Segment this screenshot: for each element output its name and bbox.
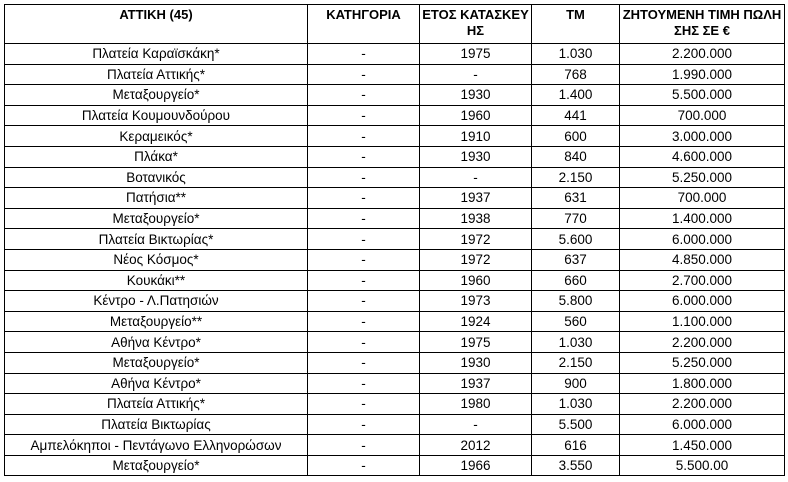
- cell-location: Πλατεία Καραϊσκάκη*: [5, 44, 308, 65]
- cell-location: Κουκάκι**: [5, 270, 308, 291]
- cell-price: 5.500.000: [620, 85, 785, 106]
- cell-location: Κεραμεικός*: [5, 126, 308, 147]
- cell-year: 1972: [420, 249, 532, 270]
- cell-location: Αθήνα Κέντρο*: [5, 332, 308, 353]
- table-row: [5, 435, 785, 456]
- table-row: [5, 105, 785, 126]
- cell-location: Κέντρο - Λ.Πατησιών: [5, 291, 308, 312]
- cell-year: 1938: [420, 208, 532, 229]
- cell-sqm: 1.030: [532, 332, 620, 353]
- table-row: [5, 455, 785, 476]
- cell-sqm: 3.550: [532, 455, 620, 476]
- cell-price: 700.000: [620, 188, 785, 209]
- cell-category: -: [308, 229, 420, 250]
- cell-category: -: [308, 270, 420, 291]
- cell-category: -: [308, 188, 420, 209]
- cell-price: 2.200.000: [620, 332, 785, 353]
- cell-location: Μεταξουργείο*: [5, 455, 308, 476]
- cell-year: -: [420, 64, 532, 85]
- cell-price: 5.500.00: [620, 455, 785, 476]
- cell-year: 1937: [420, 373, 532, 394]
- table-row: [5, 146, 785, 167]
- header-square-meters: ΤΜ: [532, 5, 620, 44]
- cell-year: -: [420, 414, 532, 435]
- cell-price: 2.700.000: [620, 270, 785, 291]
- table-row: [5, 167, 785, 188]
- table-row: [5, 208, 785, 229]
- cell-location: Αμπελόκηποι - Πεντάγωνο Ελληνορώσων: [5, 435, 308, 456]
- cell-location: Πλατεία Βικτωρίας: [5, 414, 308, 435]
- cell-sqm: 616: [532, 435, 620, 456]
- cell-location: Μεταξουργείο*: [5, 85, 308, 106]
- cell-price: 1.450.000: [620, 435, 785, 456]
- cell-sqm: 840: [532, 146, 620, 167]
- cell-location: Νέος Κόσμος*: [5, 249, 308, 270]
- cell-sqm: 768: [532, 64, 620, 85]
- cell-location: Αθήνα Κέντρο*: [5, 373, 308, 394]
- cell-location: Πλάκα*: [5, 146, 308, 167]
- cell-category: -: [308, 146, 420, 167]
- cell-year: 1930: [420, 85, 532, 106]
- header-asking-price: ΖΗΤΟΥΜΕΝΗ ΤΙΜΗ ΠΩΛΗΣΗΣ ΣΕ €: [620, 5, 785, 44]
- cell-category: -: [308, 332, 420, 353]
- cell-category: -: [308, 414, 420, 435]
- header-region: ΑΤΤΙΚΗ (45): [5, 5, 308, 44]
- cell-year: 2012: [420, 435, 532, 456]
- cell-price: 1.400.000: [620, 208, 785, 229]
- table-row: [5, 249, 785, 270]
- table-row: [5, 126, 785, 147]
- cell-location: Πλατεία Κουμουνδούρου: [5, 105, 308, 126]
- cell-year: 1930: [420, 146, 532, 167]
- cell-year: 1924: [420, 311, 532, 332]
- table-row: [5, 414, 785, 435]
- cell-price: 6.000.000: [620, 291, 785, 312]
- cell-price: 700.000: [620, 105, 785, 126]
- cell-price: 1.800.000: [620, 373, 785, 394]
- cell-sqm: 5.600: [532, 229, 620, 250]
- cell-price: 4.850.000: [620, 249, 785, 270]
- cell-location: Πλατεία Αττικής*: [5, 64, 308, 85]
- property-table: [4, 4, 785, 476]
- cell-year: 1937: [420, 188, 532, 209]
- table-row: [5, 85, 785, 106]
- cell-location: Μεταξουργείο**: [5, 311, 308, 332]
- table-row: [5, 394, 785, 415]
- cell-year: 1930: [420, 352, 532, 373]
- cell-year: 1973: [420, 291, 532, 312]
- cell-location: Πατήσια**: [5, 188, 308, 209]
- cell-price: 6.000.000: [620, 229, 785, 250]
- cell-year: 1975: [420, 44, 532, 65]
- cell-sqm: 1.030: [532, 44, 620, 65]
- cell-location: Πλατεία Βικτωρίας*: [5, 229, 308, 250]
- cell-year: 1910: [420, 126, 532, 147]
- cell-price: 1.990.000: [620, 64, 785, 85]
- cell-price: 5.250.000: [620, 352, 785, 373]
- cell-year: 1966: [420, 455, 532, 476]
- cell-price: 4.600.000: [620, 146, 785, 167]
- cell-category: -: [308, 291, 420, 312]
- cell-sqm: 1.400: [532, 85, 620, 106]
- cell-sqm: 660: [532, 270, 620, 291]
- header-category: ΚΑΤΗΓΟΡΙΑ: [308, 5, 420, 44]
- table-row: [5, 332, 785, 353]
- cell-category: -: [308, 64, 420, 85]
- cell-year: 1980: [420, 394, 532, 415]
- cell-price: 1.100.000: [620, 311, 785, 332]
- cell-sqm: 441: [532, 105, 620, 126]
- cell-category: -: [308, 105, 420, 126]
- cell-sqm: 637: [532, 249, 620, 270]
- table-row: [5, 229, 785, 250]
- cell-category: -: [308, 249, 420, 270]
- cell-price: 2.200.000: [620, 394, 785, 415]
- cell-year: -: [420, 167, 532, 188]
- table-row: [5, 270, 785, 291]
- cell-category: -: [308, 311, 420, 332]
- cell-year: 1975: [420, 332, 532, 353]
- cell-sqm: 600: [532, 126, 620, 147]
- cell-price: 2.200.000: [620, 44, 785, 65]
- cell-category: -: [308, 373, 420, 394]
- cell-price: 3.000.000: [620, 126, 785, 147]
- table-row: [5, 352, 785, 373]
- cell-year: 1960: [420, 270, 532, 291]
- table-wrapper: [4, 4, 785, 476]
- cell-sqm: 1.030: [532, 394, 620, 415]
- cell-location: Μεταξουργείο*: [5, 352, 308, 373]
- cell-location: Μεταξουργείο*: [5, 208, 308, 229]
- table-row: [5, 188, 785, 209]
- cell-sqm: 2.150: [532, 167, 620, 188]
- cell-category: -: [308, 455, 420, 476]
- header-row: [5, 5, 785, 44]
- cell-price: 6.000.000: [620, 414, 785, 435]
- cell-category: -: [308, 352, 420, 373]
- cell-category: -: [308, 44, 420, 65]
- cell-sqm: 560: [532, 311, 620, 332]
- table-row: [5, 291, 785, 312]
- table-row: [5, 373, 785, 394]
- cell-location: Πλατεία Αττικής*: [5, 394, 308, 415]
- table-row: [5, 311, 785, 332]
- table-row: [5, 64, 785, 85]
- cell-sqm: 631: [532, 188, 620, 209]
- cell-sqm: 770: [532, 208, 620, 229]
- cell-location: Βοτανικός: [5, 167, 308, 188]
- table-row: [5, 44, 785, 65]
- cell-year: 1960: [420, 105, 532, 126]
- cell-category: -: [308, 208, 420, 229]
- cell-price: 5.250.000: [620, 167, 785, 188]
- header-year-built: ΕΤΟΣ ΚΑΤΑΣΚΕΥΗΣ: [420, 5, 532, 44]
- table-body: [5, 44, 785, 476]
- cell-sqm: 5.500: [532, 414, 620, 435]
- cell-year: 1972: [420, 229, 532, 250]
- cell-sqm: 900: [532, 373, 620, 394]
- cell-sqm: 2.150: [532, 352, 620, 373]
- cell-category: -: [308, 167, 420, 188]
- cell-category: -: [308, 126, 420, 147]
- cell-category: -: [308, 435, 420, 456]
- cell-category: -: [308, 85, 420, 106]
- cell-sqm: 5.800: [532, 291, 620, 312]
- cell-category: -: [308, 394, 420, 415]
